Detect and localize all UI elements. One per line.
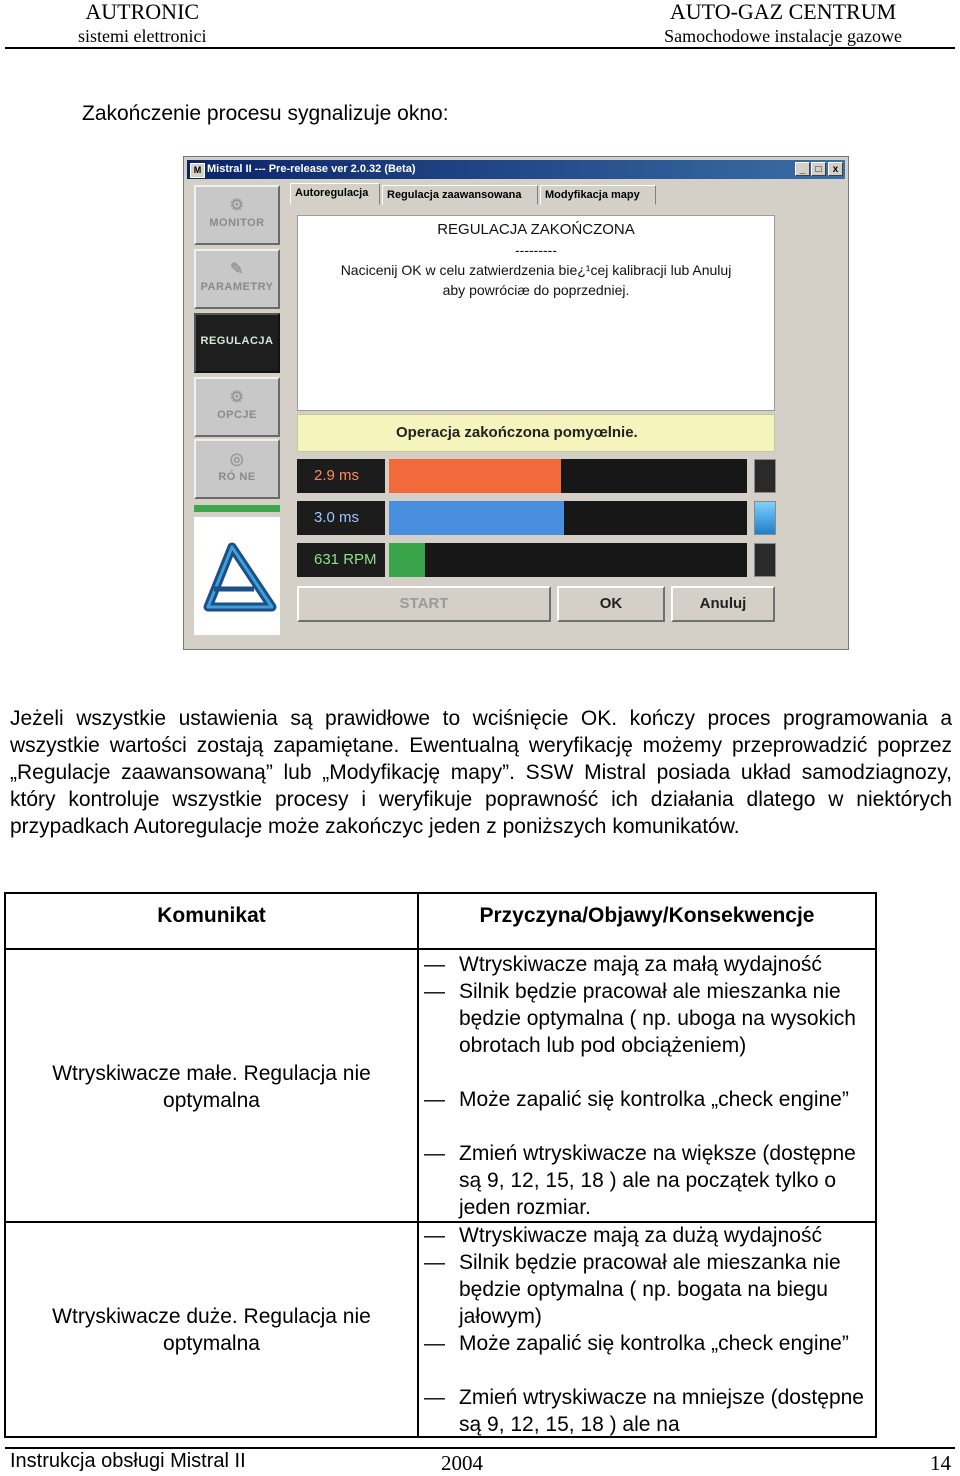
circle-icon: ◎	[229, 451, 245, 468]
window-title: Mistral II --- Pre-release ver 2.0.32 (Beta)	[207, 163, 416, 175]
footer-rule	[5, 1447, 955, 1449]
injection-time-2-fill	[389, 501, 564, 535]
header-left	[78, 0, 206, 48]
table-row-1-bullet-2: — Silnik będzie pracował ale mieszanka nie będzie optymalna ( np. uboga na wysokich obrotach lub pod obciążeniem)	[424, 980, 856, 1057]
rpm-bar	[389, 543, 747, 577]
nav-monitor-label: MONITOR	[209, 217, 265, 229]
table-row-2-bullet-2: — Silnik będzie pracował ale mieszanka nie będzie optymalna ( np. bogata na biegu jałowym)	[424, 1251, 841, 1328]
nav-rozne-button[interactable]	[194, 439, 280, 499]
header-company-right: AUTO-GAZ CENTRUM	[669, 0, 897, 24]
nav-parametry-button[interactable]	[194, 249, 280, 309]
injection-time-1-label: 2.9 ms	[297, 459, 385, 493]
message-line-2: aby powróciæ do poprzedniej.	[442, 282, 630, 298]
status-message: Operacja zakończona pomyœlnie.	[297, 414, 775, 452]
app-icon: M	[190, 163, 205, 178]
app-window	[183, 156, 849, 650]
header-company-left: AUTRONIC	[85, 0, 200, 24]
table-header-message: Komunikat	[157, 904, 266, 927]
rpm-label: 631 RPM	[297, 543, 385, 577]
intro-text: Zakończenie procesu sygnalizuje okno:	[82, 102, 449, 125]
table-row-1-bullet-4: — Zmień wtryskiwacze na większe (dostępne są 9, 12, 15, 18 ) ale na początek tylko o jeden rozmiar.	[424, 1142, 856, 1219]
injection-time-2-indicator	[754, 501, 776, 535]
table-row-2-bullet-4: — Zmień wtryskiwacze na mniejsze (dostępne są 9, 12, 15, 18 ) ale na	[424, 1386, 864, 1436]
rpm-indicator	[754, 543, 776, 577]
tab-regulacja-zaawansowana[interactable]: Regulacja zaawansowana	[382, 185, 538, 205]
table-header-rule	[6, 948, 875, 950]
table-row-1-bullet-1: — Wtryskiwacze mają za małą wydajność	[424, 953, 822, 976]
table-row-2-bullet-1: — Wtryskiwacze mają za dużą wydajność	[424, 1224, 822, 1247]
nav-opcje-label: OPCJE	[217, 409, 257, 421]
page-number: 14	[930, 1451, 951, 1475]
diagnostics-table	[4, 892, 877, 1438]
gear-icon: ⚙	[229, 197, 245, 214]
nav-rozne-label: RÓ NE	[218, 471, 256, 483]
header-company-right-subtitle: Samochodowe instalacje gazowe	[664, 26, 902, 46]
progress-strip	[194, 505, 280, 512]
message-line-1: Nacicenij OK w celu zatwierdzenia bie¿¹cej kalibracji lub Anuluj	[340, 262, 732, 278]
tab-autoregulacja[interactable]: Autoregulacja	[290, 183, 380, 205]
message-separator: ---------	[515, 242, 557, 258]
rpm-fill	[389, 543, 425, 577]
minimize-button[interactable]: _	[795, 162, 810, 176]
injection-time-1-indicator	[754, 459, 776, 493]
window-titlebar	[187, 160, 845, 179]
triangle-logo	[194, 517, 280, 635]
gear-icon: ⚙	[229, 389, 245, 406]
table-header-cause: Przyczyna/Objawy/Konsekwencje	[479, 904, 815, 927]
injection-time-1-bar	[389, 459, 747, 493]
table-row-2-message: Wtryskiwacze duże. Regulacja nie optymalna	[52, 1305, 371, 1355]
header-company-left-subtitle: sistemi elettronici	[78, 26, 207, 46]
nav-opcje-button[interactable]	[194, 377, 280, 437]
nav-regulacja-label: REGULACJA	[200, 335, 274, 347]
message-title: REGULACJA ZAKOŃCZONA	[437, 221, 635, 238]
table-row-1-message: Wtryskiwacze małe. Regulacja nie optymalna	[52, 1062, 371, 1112]
start-button[interactable]: START	[297, 586, 551, 622]
nav-monitor-button[interactable]	[194, 185, 280, 245]
header-rule	[5, 47, 955, 49]
maximize-button[interactable]: □	[811, 162, 826, 176]
injection-time-2-bar	[389, 501, 747, 535]
table-row-2-bullet-3: — Może zapalić się kontrolka „check engine”	[424, 1332, 849, 1355]
footer-year: 2004	[441, 1451, 483, 1475]
wrench-icon: ✎	[230, 261, 244, 278]
cancel-button[interactable]: Anuluj	[671, 586, 775, 622]
footer-title: Instrukcja obsługi Mistral II	[10, 1450, 246, 1472]
tab-modyfikacja-mapy[interactable]: Modyfikacja mapy	[540, 185, 656, 205]
close-button[interactable]: x	[828, 162, 843, 176]
nav-regulacja-button[interactable]	[194, 313, 280, 373]
ok-button[interactable]: OK	[557, 586, 665, 622]
injection-time-2-label: 3.0 ms	[297, 501, 385, 535]
message-panel	[297, 215, 775, 411]
nav-parametry-label: PARAMETRY	[200, 281, 274, 293]
injection-time-1-fill	[389, 459, 561, 493]
table-row-1-bullet-3: — Może zapalić się kontrolka „check engine”	[424, 1088, 849, 1111]
table-column-divider	[417, 894, 419, 1436]
body-paragraph: Jeżeli wszystkie ustawienia są prawidłowe to wciśnięcie OK. kończy proces programowania a wszystkie wartości zostają zapamiętane. Ewentualną weryfikację możemy przeprowadzić poprzez „Regulacje zaawansowaną” lub „Modyfikację mapy”. SSW Mistral posiada układ samodziagnozy, który kontroluje wszystkie procesy i weryfikuje poprawność ich działania dlatego w niektórych przypadkach Autoregulacje może zakończyc jeden z poniższych komunikatów.	[10, 707, 952, 838]
header-right	[664, 0, 902, 48]
